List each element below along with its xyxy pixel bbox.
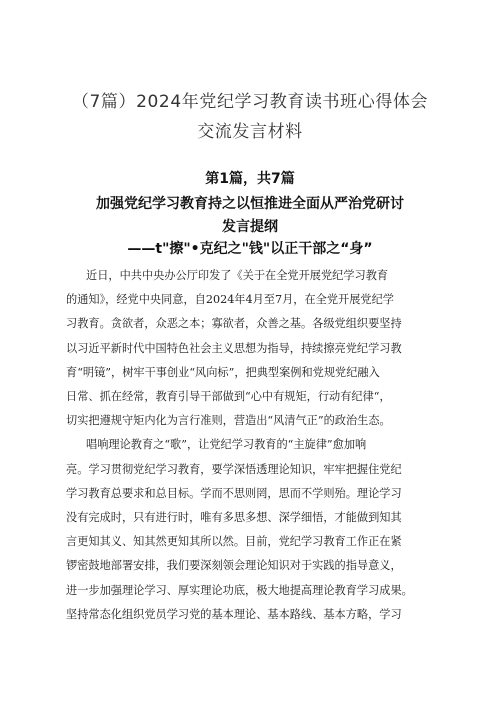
paragraph-line: 进一步加强理论学习、厚实理论功底，极大地提高理论教育学习成果。 (66, 583, 413, 597)
paragraph-line: 的通知》，经党中央同意，自2024年4月至7月，在全党开展党纪学 (66, 293, 394, 307)
paragraph-line: 学习教育总要求和总目标。学而不思则罔，思而不学则殆。理论学习 (66, 486, 402, 500)
paragraph-line: 没有完成时，只有进行时，唯有多思多想、深学细悟，才能做到知其 (66, 511, 402, 525)
paragraph-line: 言更知其义、知其然更知其所以然。目前，党纪学习教育工作正在紧 (66, 535, 402, 549)
paragraph-line: 坚持常态化组织党员学习党的基本理论、基本路线、基本方略，学习 (66, 607, 402, 621)
document-title-line-2: 交流发言材料 (197, 122, 303, 142)
paragraph-line: 日常、抓在经常，教育引导干部做到“心中有规矩，行动有纪律“， (66, 390, 391, 404)
section-headline-line-1: 加强党纪学习教育持之以恒推进全面从严治党研讨 (96, 196, 404, 212)
paragraph-line: 唱响理论教育之“歌”，让党纪学习教育的“主旋律”愈加响 (86, 438, 367, 452)
paragraph-2 (66, 433, 442, 627)
paragraph-line: 近日，中共中央办公厅印发了《关于在全党开展党纪学习教育 (86, 269, 389, 282)
paragraph-line: 切实把遵规守矩内化为言行准则，营造出“风清气正”的政治生态。 (66, 414, 391, 428)
paragraph-line: 锣密鼓地部署安排，我们要深刻领会理论知识对于实践的指导意义， (66, 559, 402, 573)
part-indicator: 第1篇，共7篇 (205, 171, 295, 187)
paragraph-line: 育“明镜”，树牢干事创业“风向标”，把典型案例和党规党纪融入 (66, 365, 380, 379)
body-text (66, 264, 442, 627)
section-headline-line-2: 发言提纲 (222, 219, 278, 235)
document-title-line-1: （7篇）2024年党纪学习教育读书班心得体会 (71, 92, 429, 112)
paragraph-line: 亮。学习贯彻党纪学习教育，要学深悟透理论知识，牢牢把握住党纪 (66, 462, 402, 476)
paragraph-line: 以习近平新时代中国特色社会主义思想为指导，持续擦亮党纪学习教 (66, 341, 402, 355)
section-tagline: ——t"擦"•克纪之"钱"以正干部之“身” (127, 241, 373, 257)
paragraph-line: 习教育。贪欲者，众恶之本；寡欲者，众善之基。各级党组织要坚持 (66, 317, 402, 331)
paragraph-1 (66, 264, 442, 433)
